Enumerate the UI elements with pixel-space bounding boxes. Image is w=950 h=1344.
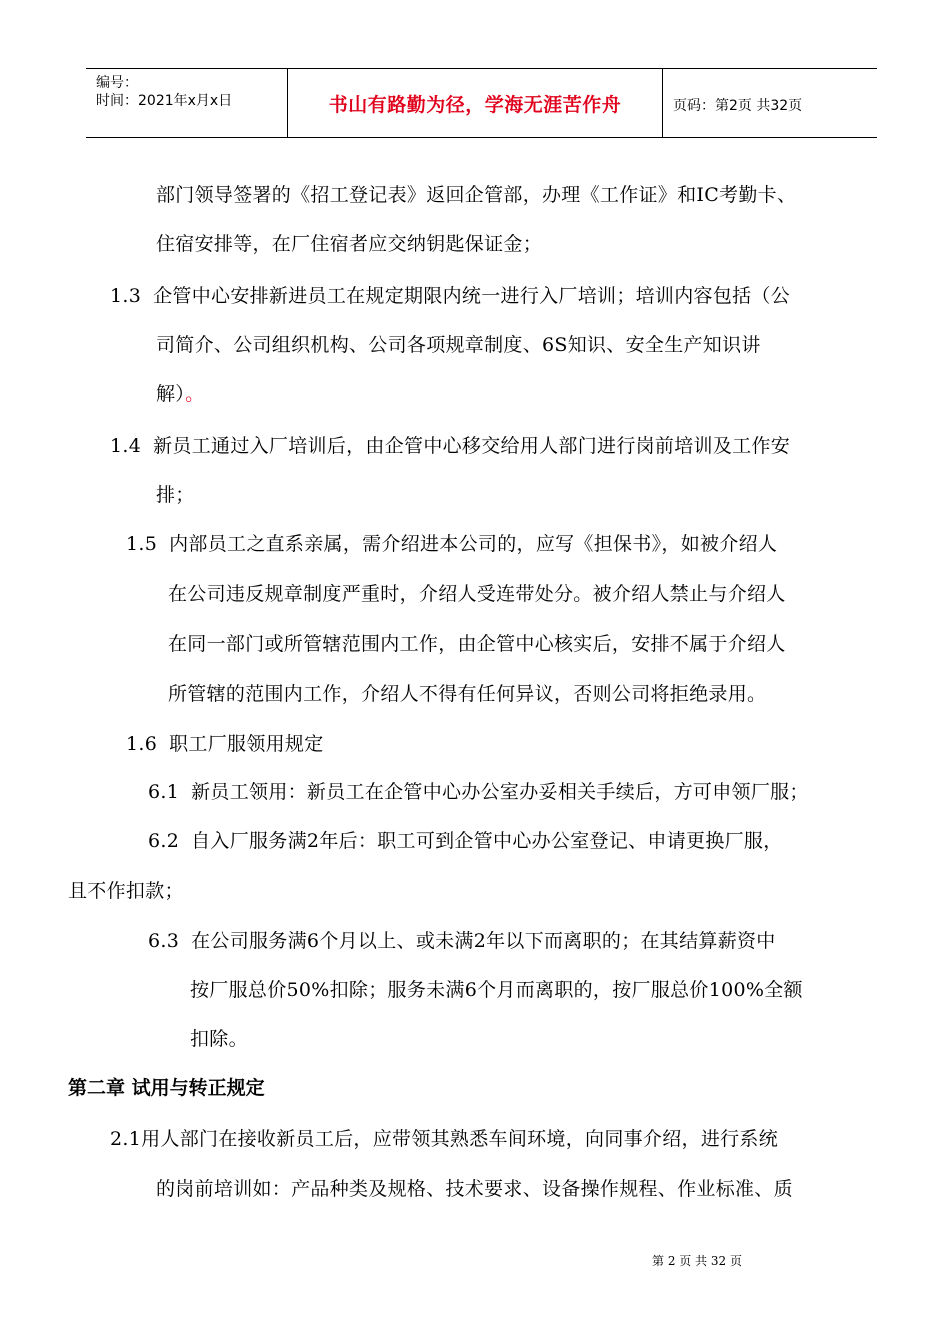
chapter-heading: 第二章 试用与转正规定 [68, 1077, 265, 1099]
section-number: 6.3 [148, 930, 180, 952]
document-time-label: 时间：2021年x月x日 [96, 93, 233, 109]
header-page-info: 页码：第2页 共32页 [673, 98, 803, 114]
section-number: 1.6 [126, 733, 158, 755]
section-text: 企管中心安排新进员工在规定期限内统一进行入厂培训；培训内容包括（公 [153, 285, 791, 307]
section-text: 新员工领用：新员工在企管中心办公室办妥相关手续后，方可申领厂服； [191, 781, 809, 803]
body-line: 按厂服总价50%扣除；服务未满6个月而离职的，按厂服总价100%全额 [190, 979, 803, 1001]
body-line: 扣除。 [190, 1028, 248, 1050]
section-text: 自入厂服务满2年后：职工可到企管中心办公室登记、申请更换厂服， [191, 830, 783, 852]
section-text: 新员工通过入厂培训后，由企管中心移交给用人部门进行岗前培训及工作安 [153, 435, 791, 457]
body-line: 司简介、公司组织机构、公司各项规章制度、6S知识、安全生产知识讲 [156, 334, 761, 356]
section-number: 1.5 [126, 533, 158, 555]
header-meta [86, 69, 287, 137]
section-1-4 [110, 434, 790, 458]
section-1-5 [126, 532, 777, 556]
body-line: 住宿安排等，在厂住宿者应交纳钥匙保证金； [156, 233, 543, 255]
section-6-2 [148, 829, 783, 853]
body-line: 排； [156, 484, 195, 506]
section-text: 解） [156, 383, 186, 405]
section-1-6 [126, 732, 324, 756]
body-line: 在公司违反规章制度严重时，介绍人受连带处分。被介绍人禁止与介绍人 [168, 583, 786, 605]
body-line: 部门领导签署的《招工登记表》返回企管部，办理《工作证》和IC考勤卡、 [156, 184, 797, 206]
section-number: 1.3 [110, 285, 142, 307]
section-number: 6.2 [148, 830, 180, 852]
body-line: 在同一部门或所管辖范围内工作，由企管中心核实后，安排不属于介绍人 [168, 633, 786, 655]
header-motto-cell [287, 69, 663, 137]
section-6-1 [148, 780, 809, 804]
section-number: 6.1 [148, 781, 180, 803]
page-footer: 第 2 页 共 32 页 [652, 1254, 742, 1268]
red-period: 。 [185, 383, 205, 405]
section-2-1: 2.1用人部门在接收新员工后，应带领其熟悉车间环境，向同事介绍，进行系统 [110, 1128, 779, 1150]
body-line: 且不作扣款； [68, 880, 184, 902]
page-header [86, 68, 877, 138]
section-text: 在公司服务满6个月以上、或未满2年以下而离职的；在其结算薪资中 [191, 930, 776, 952]
body-line: 所管辖的范围内工作，介绍人不得有任何异议，否则公司将拒绝录用。 [168, 683, 767, 705]
header-page-cell [663, 69, 877, 137]
document-number-label: 编号： [96, 75, 138, 91]
header-motto: 书山有路勤为径，学海无涯苦作舟 [328, 93, 622, 116]
section-number: 1.4 [110, 435, 142, 457]
section-text: 职工厂服领用规定 [169, 733, 324, 755]
section-1-3 [110, 284, 790, 308]
section-text: 内部员工之直系亲属，需介绍进本公司的，应写《担保书》，如被介绍人 [169, 533, 778, 555]
section-6-3 [148, 929, 776, 953]
body-line [156, 382, 204, 406]
body-line: 的岗前培训如：产品种类及规格、技术要求、设备操作规程、作业标准、质 [156, 1178, 793, 1200]
